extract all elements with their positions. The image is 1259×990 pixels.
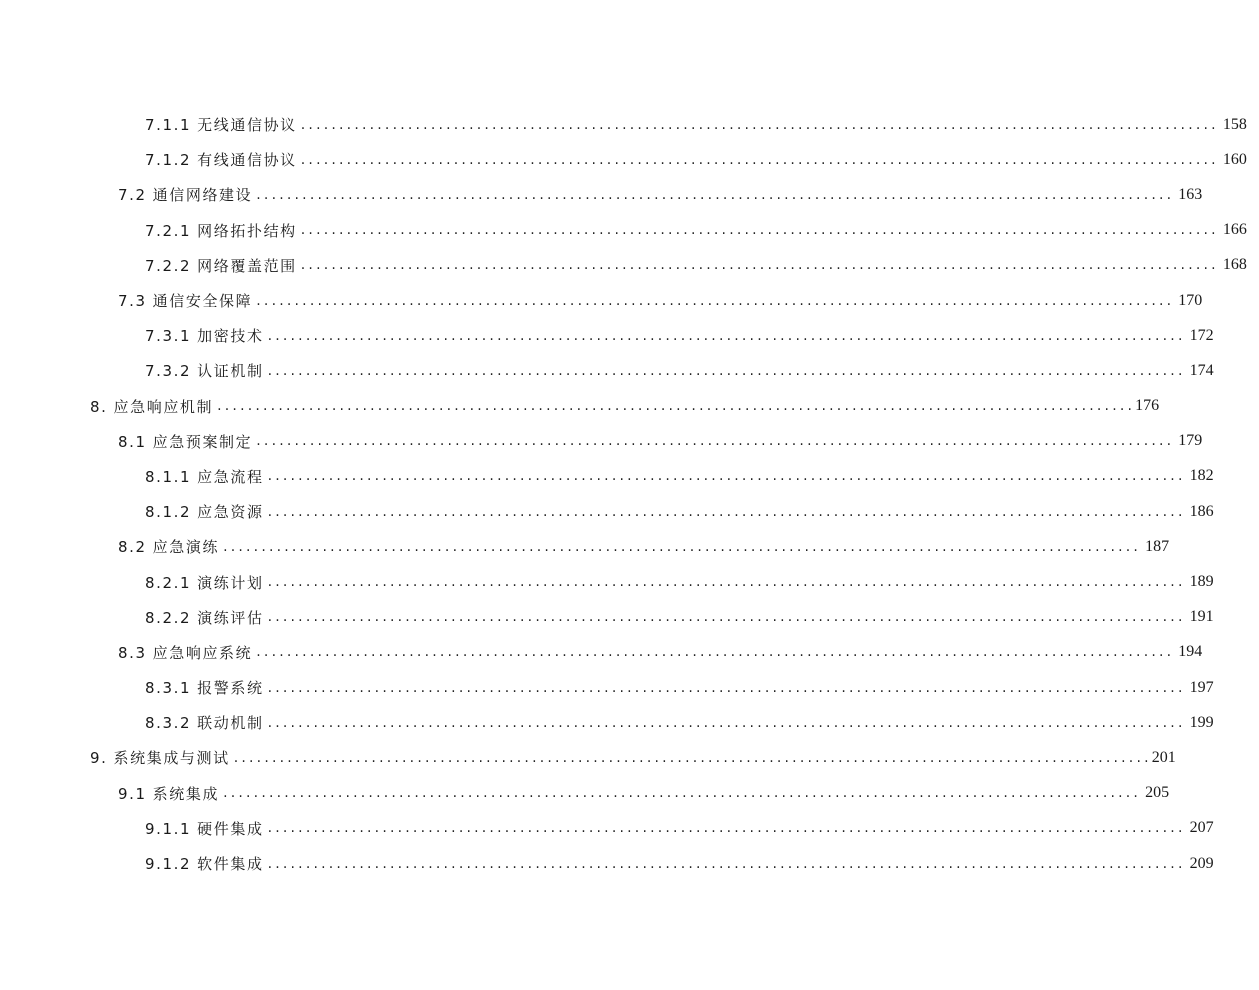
toc-entry-title: 有线通信协议 xyxy=(197,151,297,170)
toc-entry-number: 8.3 xyxy=(118,643,147,662)
toc-entry-title: 硬件集成 xyxy=(197,819,264,838)
dot-leader: ........................................................................................................................ xyxy=(300,222,1219,239)
dot-leader: ........................................................................................................................ xyxy=(267,679,1186,696)
toc-entry-8-2-1[interactable] xyxy=(0,564,1214,599)
toc-entry-7-2[interactable] xyxy=(0,177,1203,212)
dot-leader: ........................................................................................................................ xyxy=(256,186,1175,203)
toc-entry-label xyxy=(145,712,266,733)
toc-entry-title: 认证机制 xyxy=(197,362,264,381)
toc-entry-title: 网络覆盖范围 xyxy=(197,256,297,275)
toc-entry-page: 160 xyxy=(1222,150,1247,168)
toc-entry-number: 8.3.1 xyxy=(145,679,192,698)
toc-entry-page: 209 xyxy=(1189,854,1214,872)
toc-entry-8-1-2[interactable] xyxy=(0,494,1214,529)
toc-entry-title: 通信安全保障 xyxy=(152,292,253,311)
toc-entry-label xyxy=(118,783,221,804)
toc-entry-number: 9.1 xyxy=(118,784,147,803)
dot-leader: ........................................................................................................................ xyxy=(267,503,1186,520)
toc-entry-7-1-2[interactable] xyxy=(0,142,1247,177)
toc-entry-8-2[interactable] xyxy=(0,529,1170,564)
dot-leader: ........................................................................................................................ xyxy=(300,257,1219,274)
toc-entry-9-1-2[interactable] xyxy=(0,846,1214,881)
toc-entry-page: 182 xyxy=(1189,467,1214,485)
dot-leader: ........................................................................................................................ xyxy=(267,574,1186,591)
toc-entry-title: 系统集成与测试 xyxy=(113,749,230,768)
toc-entry-label xyxy=(90,747,232,768)
toc-entry-page: 174 xyxy=(1189,361,1214,379)
toc-entry-title: 网络拓扑结构 xyxy=(197,221,297,240)
toc-entry-label xyxy=(145,501,266,522)
toc-entry-number: 8.3.2 xyxy=(145,714,192,733)
toc-entry-number: 7.2.2 xyxy=(145,256,192,275)
toc-entry-9[interactable] xyxy=(0,740,1176,775)
toc-entry-8-2-2[interactable] xyxy=(0,600,1214,635)
toc-entry-label xyxy=(145,677,266,698)
toc-entry-label xyxy=(145,255,299,276)
toc-entry-7-2-2[interactable] xyxy=(0,248,1247,283)
dot-leader: ........................................................................................................................ xyxy=(267,820,1186,837)
toc-entry-number: 8.1.2 xyxy=(145,503,192,522)
toc-entry-8-3-2[interactable] xyxy=(0,705,1214,740)
toc-entry-number: 7.3 xyxy=(118,292,147,311)
dot-leader: ........................................................................................................................ xyxy=(300,116,1219,133)
toc-entry-8-1[interactable] xyxy=(0,424,1203,459)
toc-entry-7-2-1[interactable] xyxy=(0,213,1247,248)
toc-entry-label xyxy=(118,431,254,452)
toc-entry-number: 8. xyxy=(90,397,108,416)
toc-entry-number: 7.2.1 xyxy=(145,221,192,240)
toc-entry-title: 系统集成 xyxy=(152,784,220,803)
toc-entry-7-3-1[interactable] xyxy=(0,318,1214,353)
toc-entry-number: 7.3.1 xyxy=(145,327,192,346)
toc-entry-label xyxy=(145,114,299,135)
dot-leader: ........................................................................................................................ xyxy=(267,468,1186,485)
toc-entry-page: 186 xyxy=(1189,502,1214,520)
toc-entry-8-3-1[interactable] xyxy=(0,670,1214,705)
dot-leader: ........................................................................................................................ xyxy=(267,855,1186,872)
toc-entry-page: 172 xyxy=(1189,326,1214,344)
toc-entry-page: 187 xyxy=(1145,537,1170,555)
toc-entry-label xyxy=(118,536,221,557)
toc-entry-number: 8.2.2 xyxy=(145,608,192,627)
toc-entry-8[interactable] xyxy=(0,389,1160,424)
toc-entry-number: 9.1.2 xyxy=(145,855,192,874)
toc-entry-title: 联动机制 xyxy=(197,714,264,733)
toc-entry-label xyxy=(145,818,266,839)
toc-entry-page: 197 xyxy=(1189,678,1214,696)
toc-entry-page: 176 xyxy=(1135,397,1160,415)
toc-entry-label xyxy=(118,642,254,663)
toc-entry-title: 报警系统 xyxy=(197,679,264,698)
toc-entry-number: 8.2 xyxy=(118,538,147,557)
toc-entry-page: 201 xyxy=(1151,748,1176,766)
toc-entry-title: 应急流程 xyxy=(197,467,264,486)
dot-leader: ........................................................................................................................ xyxy=(256,433,1175,450)
toc-entry-title: 无线通信协议 xyxy=(197,116,297,135)
toc-entry-7-1-1[interactable] xyxy=(0,107,1247,142)
toc-entry-title: 软件集成 xyxy=(197,855,264,874)
toc-entry-page: 179 xyxy=(1178,432,1203,450)
toc-entry-number: 8.1 xyxy=(118,432,147,451)
toc-entry-label xyxy=(145,572,266,593)
dot-leader: ........................................................................................................................ xyxy=(267,327,1186,344)
dot-leader: ........................................................................................................................ xyxy=(233,749,1152,766)
toc-entry-7-3[interactable] xyxy=(0,283,1203,318)
toc-entry-8-3[interactable] xyxy=(0,635,1203,670)
toc-entry-label xyxy=(145,220,299,241)
toc-entry-label xyxy=(145,149,299,170)
toc-entry-number: 9. xyxy=(90,749,108,768)
toc-entry-label xyxy=(145,325,266,346)
toc-entry-page: 194 xyxy=(1178,643,1203,661)
toc-entry-title: 应急响应机制 xyxy=(113,397,214,416)
table-of-contents xyxy=(0,107,1247,881)
dot-leader: ........................................................................................................................ xyxy=(267,714,1186,731)
toc-entry-label xyxy=(118,290,254,311)
toc-entry-title: 应急预案制定 xyxy=(152,432,253,451)
toc-entry-title: 加密技术 xyxy=(197,327,264,346)
toc-entry-page: 166 xyxy=(1222,221,1247,239)
toc-entry-page: 168 xyxy=(1222,256,1247,274)
dot-leader: ........................................................................................................................ xyxy=(267,609,1186,626)
toc-entry-9-1-1[interactable] xyxy=(0,811,1214,846)
toc-entry-title: 应急资源 xyxy=(197,503,264,522)
toc-entry-page: 191 xyxy=(1189,608,1214,626)
toc-entry-label xyxy=(145,360,266,381)
toc-entry-title: 应急演练 xyxy=(152,538,220,557)
toc-entry-8-1-1[interactable] xyxy=(0,459,1214,494)
dot-leader: ........................................................................................................................ xyxy=(256,644,1175,661)
toc-entry-page: 158 xyxy=(1222,115,1247,133)
dot-leader: ........................................................................................................................ xyxy=(217,398,1136,415)
dot-leader: ........................................................................................................................ xyxy=(256,292,1175,309)
toc-entry-number: 8.1.1 xyxy=(145,467,192,486)
toc-entry-label xyxy=(145,466,266,487)
toc-entry-label xyxy=(145,607,266,628)
dot-leader: ........................................................................................................................ xyxy=(223,785,1142,802)
toc-entry-label xyxy=(90,396,215,417)
toc-entry-page: 170 xyxy=(1178,291,1203,309)
toc-entry-number: 8.2.1 xyxy=(145,573,192,592)
toc-entry-number: 7.2 xyxy=(118,186,147,205)
toc-entry-label xyxy=(145,853,266,874)
toc-entry-title: 通信网络建设 xyxy=(152,186,253,205)
toc-entry-page: 205 xyxy=(1145,784,1170,802)
dot-leader: ........................................................................................................................ xyxy=(300,151,1219,168)
dot-leader: ........................................................................................................................ xyxy=(267,362,1186,379)
toc-entry-9-1[interactable] xyxy=(0,776,1170,811)
toc-entry-title: 演练评估 xyxy=(197,608,264,627)
toc-entry-page: 189 xyxy=(1189,573,1214,591)
toc-entry-number: 7.3.2 xyxy=(145,362,192,381)
toc-entry-title: 演练计划 xyxy=(197,573,264,592)
dot-leader: ........................................................................................................................ xyxy=(223,538,1142,555)
toc-entry-title: 应急响应系统 xyxy=(152,643,253,662)
toc-entry-label xyxy=(118,184,254,205)
toc-entry-page: 163 xyxy=(1178,185,1203,203)
toc-entry-page: 207 xyxy=(1189,819,1214,837)
toc-entry-page: 199 xyxy=(1189,713,1214,731)
toc-entry-number: 9.1.1 xyxy=(145,819,192,838)
toc-entry-7-3-2[interactable] xyxy=(0,353,1214,388)
toc-entry-number: 7.1.2 xyxy=(145,151,192,170)
toc-entry-number: 7.1.1 xyxy=(145,116,192,135)
